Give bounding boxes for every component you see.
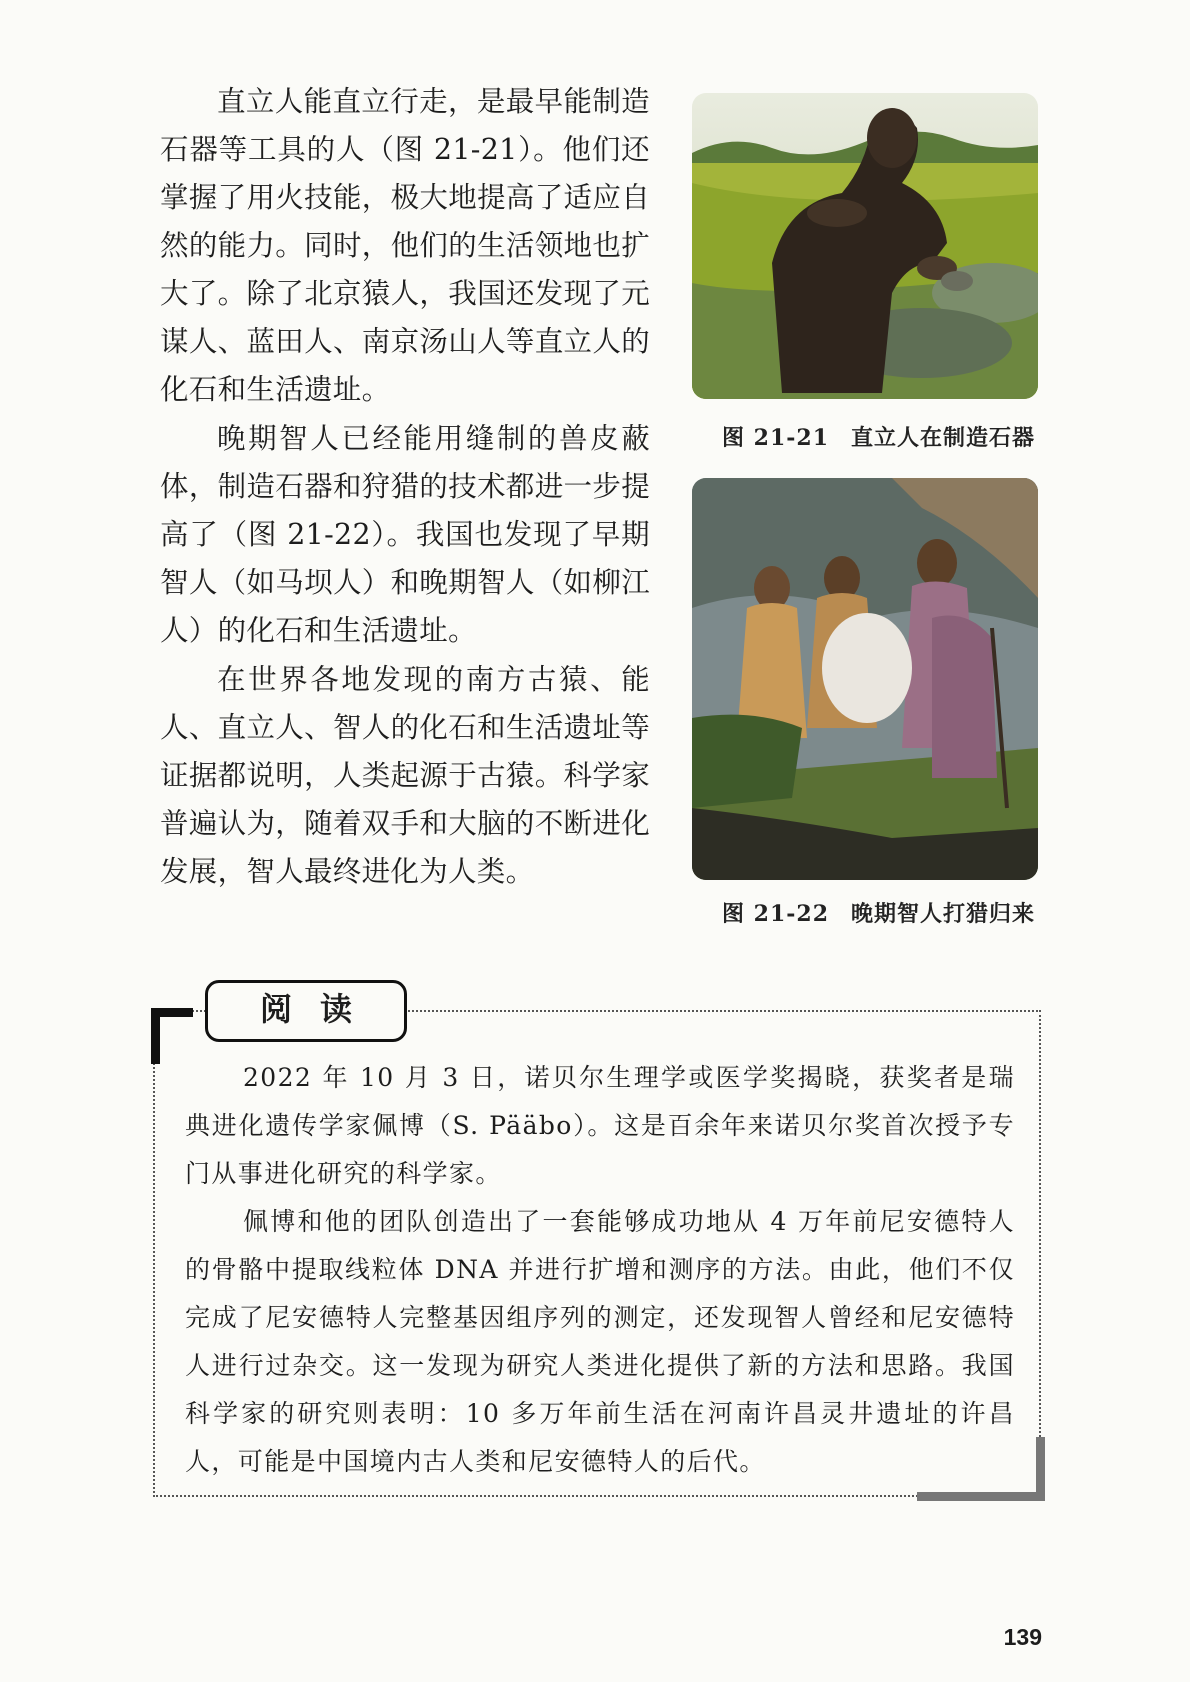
figure-homo-erectus-stone-tools — [692, 93, 1038, 399]
reading-paragraph-nobel: 2022 年 10 月 3 日，诺贝尔生理学或医学奖揭晓，获奖者是瑞典进化遗传学家佩博（S. Pääbo）。这是百余年来诺贝尔奖首次授予专门从事进化研究的科学家。 — [185, 1063, 1015, 1188]
page-number: 139 — [1003, 1624, 1042, 1650]
paragraph-human-origin: 在世界各地发现的南方古猿、能人、直立人、智人的化石和生活遗址等证据都说明，人类起源于古猿。科学家普遍认为，随着双手和大脑的不断进化发展，智人最终进化为人类。 — [160, 663, 650, 888]
reading-paragraph-research: 佩博和他的团队创造出了一套能够成功地从 4 万年前尼安德特人的骨骼中提取线粒体 DNA 并进行扩增和测序的方法。由此，他们不仅完成了尼安德特人完整基因组序列的测定，还发现智人曾经和尼安德特人进行过杂交。这一发现为研究人类进化提供了新的方法和思路。我国科学家的研究则表明：10 多万年前生活在河南许昌灵井遗址的许昌人，可能是中国境内古人类和尼安德特人的后代。 — [185, 1207, 1015, 1476]
figure-caption-21-22 — [722, 897, 1035, 928]
figure-caption-21-21 — [722, 421, 1035, 452]
figure-caption-text: 晚期智人打猎归来 — [851, 901, 1036, 927]
paragraph-late-homo-sapiens: 晚期智人已经能用缝制的兽皮蔽体，制造石器和狩猎的技术都进一步提高了（图 21-22）。我国也发现了早期智人（如马坝人）和晚期智人（如柳江人）的化石和生活遗址。 — [160, 422, 650, 647]
reading-box — [153, 990, 1041, 1497]
paragraph-homo-erectus: 直立人能直立行走，是最早能制造石器等工具的人（图 21-21）。他们还掌握了用火技能，极大地提高了适应自然的能力。同时，他们的生活领地也扩大了。除了北京猿人，我国还发现了元谋人、蓝田人、南京汤山人等直立人的化石和生活遗址。 — [160, 85, 650, 406]
reading-body — [185, 1054, 1015, 1486]
homo-erectus-illustration — [692, 93, 1038, 399]
figure-number: 图 21-22 — [722, 901, 830, 927]
main-text-column — [160, 78, 650, 896]
figure-caption-text: 直立人在制造石器 — [851, 425, 1036, 451]
figure-number: 图 21-21 — [722, 425, 830, 451]
figure-late-homo-sapiens-hunting — [692, 478, 1038, 880]
reading-title: 阅读 — [205, 980, 407, 1042]
late-homo-sapiens-illustration — [692, 478, 1038, 880]
